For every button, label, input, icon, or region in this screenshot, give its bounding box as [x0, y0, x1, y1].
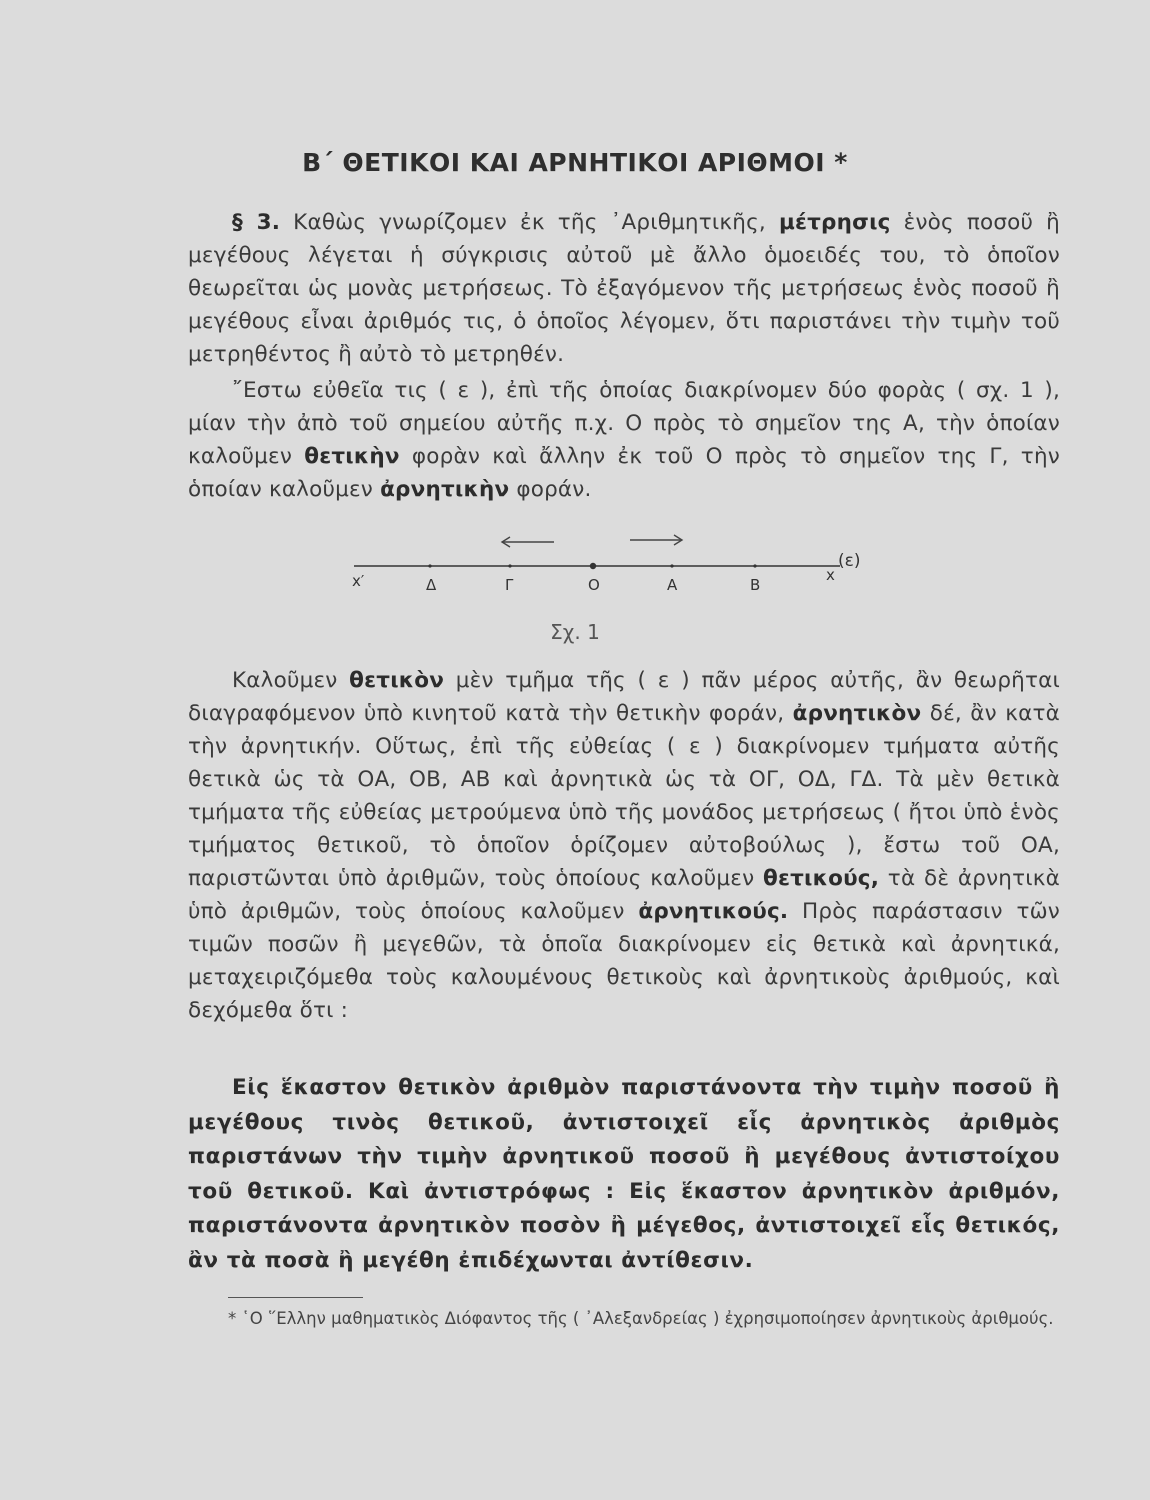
left-arrow	[502, 537, 554, 547]
text-run: Καθὼς γνωρίζομεν ἐκ τῆς ᾿Αριθμητικῆς,	[280, 210, 779, 235]
paragraph-measurement	[188, 206, 1060, 371]
term-measurement: μέτρησις	[778, 210, 891, 235]
number-line-figure	[340, 522, 900, 602]
paragraph-directions	[188, 374, 1060, 506]
footnote-text: * ῾Ο ῞Ελλην μαθηματικὸς Διόφαντος τῆς ( ᾿Αλεξανδρείας ) ἐχρησιμοποίησεν ἀρνητικοὺς ἀριθμούς.	[228, 1309, 1054, 1328]
section-number: § 3.	[232, 210, 281, 235]
paragraph-segments	[188, 664, 1060, 1027]
term-negative-direction: ἀρνητικὴν	[380, 477, 510, 502]
label-beta: Β	[750, 576, 761, 594]
label-x-prime: x′	[352, 572, 365, 590]
term-positive: θετικὸν	[349, 668, 445, 693]
text-run: δέ, ἂν κατὰ τὴν ἀρνητικήν. Οὕτως, ἐπὶ τῆς εὐθείας ( ε ) διακρίνομεν τμήματα αὐτῆς θετικὰ ὡς τὰ ΟΑ, ΟΒ, ΑΒ καὶ ἀρνητικὰ ὡς τὰ ΟΓ, ΟΔ, ΓΔ. Τὰ μὲν θετικὰ τμήματα τῆς εὐθείας μετρούμενα ὑπὸ τῆς μονάδος μετρήσεως ( ἤτοι ὑπὸ ἑνὸς τμήματος θετικοῦ, τὸ ὁποῖον ὁρίζομεν αὐτοβούλως ), ἔστω τοῦ ΟΑ, παριστῶνται ὑπὸ ἀριθμῶν, τοὺς ὁποίους καλοῦμεν	[188, 701, 1060, 891]
text-run: φοράν.	[509, 477, 592, 502]
text-run: μὲν τμῆμα τῆς ( ε ) πᾶν μέρος αὐτῆς, ἂν θεωρῆται διαγραφόμενον ὑπὸ κινητοῦ κατὰ τὴν θετικὴν φοράν,	[188, 668, 1060, 726]
point-beta	[753, 564, 756, 567]
text-run: Πρὸς παράστασιν τῶν τιμῶν ποσῶν ἢ μεγεθῶν, τὰ ὁποῖα διακρίνομεν εἰς θετικὰ καὶ ἀρνητικά, μεταχειριζόμεθα τοὺς καλουμένους θετικοὺς καὶ ἀρνητικοὺς ἀριθμούς, καὶ δεχόμεθα ὅτι :	[188, 899, 1061, 1023]
right-arrow	[630, 535, 682, 545]
text-run: τὰ δὲ ἀρνητικὰ ὑπὸ ἀριθμῶν, τοὺς ὁποίους καλοῦμεν	[188, 866, 1060, 924]
footnote-rule	[228, 1297, 363, 1298]
label-origin: Ο	[588, 576, 600, 594]
term-positive-numbers: θετικούς,	[763, 866, 880, 891]
label-line-name: (ε)	[838, 551, 861, 571]
text-run: Εἰς ἕκαστον θετικὸν ἀριθμὸν παριστάνοντα τὴν τιμὴν ποσοῦ ἢ μεγέθους τινὸς θετικοῦ, ἀντιστοιχεῖ εἷς ἀρνητικὸς ἀριθμὸς παριστάνων τὴν τιμὴν ἀρνητικοῦ ποσοῦ ἢ μεγέθους ἀντιστοίχου τοῦ θετικοῦ. Καὶ ἀντιστρόφως : Εἰς ἕκαστον ἀρνητικὸν ἀριθμόν, παριστάνοντα ἀρνητικὸν ποσὸν ἢ μέγεθος, ἀντιστοιχεῖ εἷς θετικός, ἂν τὰ ποσὰ ἢ μεγέθη ἐπιδέχωνται ἀντίθεσιν.	[188, 1075, 1060, 1273]
label-alpha: Α	[667, 576, 678, 594]
text-run: φορὰν καὶ ἄλλην ἐκ τοῦ Ο πρὸς τὸ σημεῖον της Γ, τὴν ὁποίαν καλοῦμεν	[188, 444, 1060, 502]
chapter-title: Β΄ ΘΕΤΙΚΟΙ ΚΑΙ ΑΡΝΗΤΙΚΟΙ ΑΡΙΘΜΟΙ *	[302, 148, 848, 177]
term-negative-numbers: ἀρνητικούς.	[638, 899, 789, 924]
footnote	[188, 1305, 1060, 1332]
text-run: Καλοῦμεν	[232, 668, 350, 693]
point-delta	[428, 564, 431, 567]
paragraph-correspondence	[188, 1071, 1060, 1278]
label-x: x	[826, 566, 835, 584]
point-gamma	[508, 564, 511, 567]
point-origin	[590, 563, 596, 569]
term-positive-direction: θετικὴν	[304, 444, 400, 469]
label-delta: Δ	[426, 576, 437, 594]
label-gamma: Γ	[505, 576, 514, 594]
text-run: ῎Εστω εὐθεῖα τις ( ε ), ἐπὶ τῆς ὁποίας διακρίνομεν δύο φορὰς ( σχ. 1 ), μίαν τὴν ἀπὸ τοῦ σημείου αὐτῆς π.χ. Ο πρὸς τὸ σημεῖον της Α, τὴν ὁποίαν καλοῦμεν	[188, 378, 1060, 469]
term-negative: ἀρνητικὸν	[792, 701, 922, 726]
figure-caption: Σχ. 1	[550, 620, 600, 644]
text-run: ἑνὸς ποσοῦ ἢ μεγέθους λέγεται ἡ σύγκρισις αὐτοῦ μὲ ἄλλο ὁμοειδές του, τὸ ὁποῖον θεωρεῖται ὡς μονὰς μετρήσεως. Τὸ ἐξαγόμενον τῆς μετρήσεως ἑνὸς ποσοῦ ἢ μεγέθους εἶναι ἀριθμός τις, ὁ ὁποῖος λέγομεν, ὅτι παριστάνει τὴν τιμὴν τοῦ μετρηθέντος ἢ αὐτὸ τὸ μετρηθέν.	[188, 210, 1060, 367]
point-alpha	[670, 564, 673, 567]
